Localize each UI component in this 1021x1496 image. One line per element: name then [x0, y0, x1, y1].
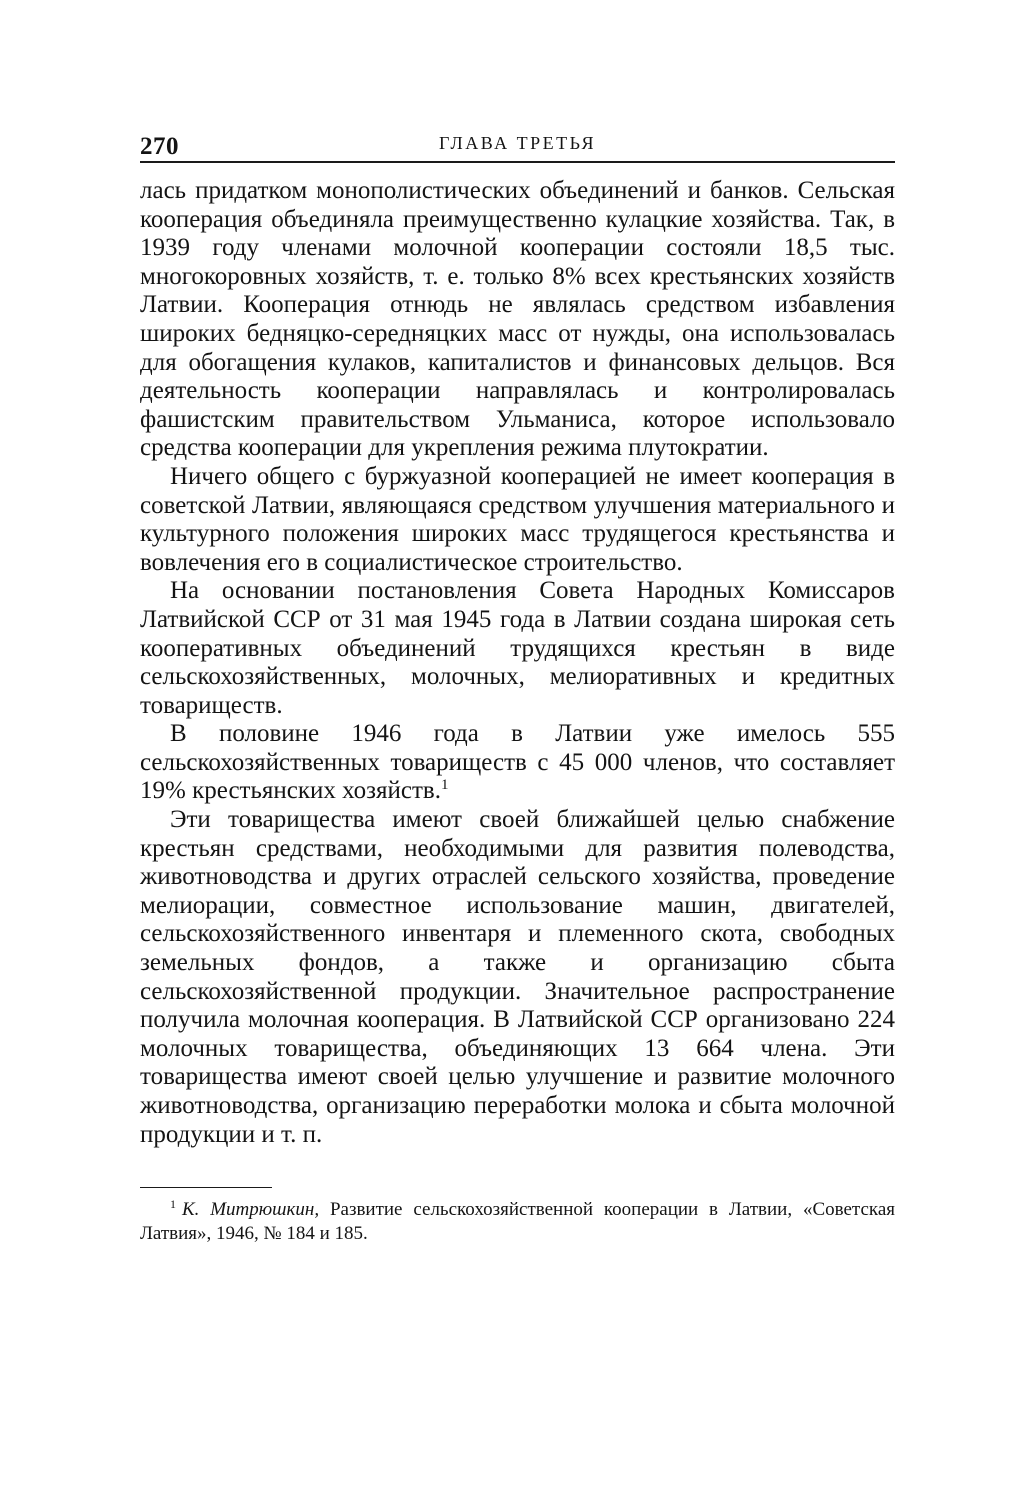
footnote-rule	[140, 1187, 272, 1188]
page-number: 270	[140, 133, 179, 160]
paragraph: Эти товарищества имеют своей ближайшей целью снабжение крестьян средствами, необходимыми для развития полеводства, животноводства и других отраслей сельского хозяйства, проведение мелиорации, совместное использование машин, двигателей, сельскохозяйственного инвентаря и племенного скота, свободных земельных фондов, а также и организацию сбыта сельскохозяйственной продукции. Значительное распространение получила молочная кооперация. В Латвийской ССР организовано 224 молочных товарищества, объединяющих 13 664 члена. Эти товарищества имеют своей целью улучшение и развитие молочного животноводства, организацию переработки молока и сбыта молочной продукции и т. п.	[140, 806, 895, 1148]
chapter-title: ГЛАВА ТРЕТЬЯ	[438, 133, 596, 153]
paragraph: На основании постановления Совета Народных Комиссаров Латвийской ССР от 31 мая 1945 года в Латвии создана широкая сеть кооперативных объединений трудящихся крестьян в виде сельскохозяйственных, молочных, мелиоративных и кредитных товариществ.	[140, 577, 895, 719]
book-page	[140, 125, 895, 1246]
header-rule	[140, 161, 895, 163]
body-text	[140, 177, 895, 1149]
paragraph-with-footnote	[140, 720, 895, 806]
paragraph: Ничего общего с буржуазной кооперацией не имеет кооперация в советской Латвии, являющаяся средством улучшения материального и культурного положения широких масс трудящегося крестьянства и вовлечения его в социалистическое строительство.	[140, 462, 895, 576]
footnote-mark: 1	[170, 1197, 176, 1212]
footnote-text: Развитие сельскохозяйственной кооперации в Латвии, «Советская Латвия», 1946, № 184 и 185.	[140, 1199, 895, 1245]
running-head	[140, 125, 895, 161]
footnote-author: К. Митрюшкин,	[182, 1199, 320, 1221]
paragraph-continuation: лась придатком монополистических объединений и банков. Сельская кооперация объединяла преимущественно кулацкие хозяйства. Так, в 1939 году членами молочной кооперации состояли 18,5 тыс. многокоровных хозяйств, т. е. только 8% всех крестьянских хозяйств Латвии. Кооперация отнюдь не являлась средством избавления широких бедняцко-середняцких масс от нужды, она использовалась для обогащения кулаков, капиталистов и финансовых дельцов. Вся деятельность кооперации направлялась и контролировалась фашистским правительством Ульманиса, которое использовало средства кооперации для укрепления режима плутократии.	[140, 177, 895, 462]
footnote-reference[interactable]: 1	[441, 777, 449, 794]
footnote	[140, 1198, 895, 1246]
paragraph-text: В половине 1946 года в Латвии уже имелось 555 сельскохозяйственных товариществ с 45 000 членов, что составляет 19% крестьянских хозяйств.	[140, 720, 895, 805]
